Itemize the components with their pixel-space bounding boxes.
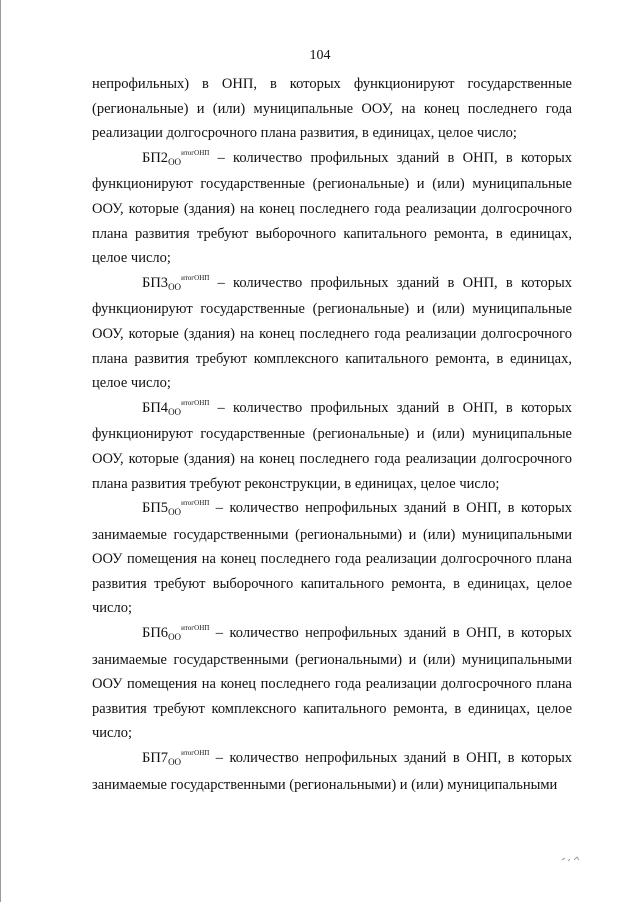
definition-text: – количество непрофильных зданий в ОНП, в которых занимаемые государственными (региональными) и (или) муниципальными ООУ помещения на конец последнего года реализации долгосрочного плана развития требуют выборочного капитального ремонта, в единицах, целое число; bbox=[92, 500, 572, 617]
term-superscript: итогОНП bbox=[181, 398, 210, 407]
term-symbol bbox=[142, 400, 209, 416]
term-superscript: итогОНП bbox=[181, 148, 210, 157]
definition-text: – количество профильных зданий в ОНП, в которых функционируют государственные (региональные) и (или) муниципальные ООУ, которые (здания) на конец последнего года реализации долгосрочного плана развития требуют комплексного капитального ремонта, в единицах, целое число; bbox=[92, 274, 572, 392]
term-symbol bbox=[142, 500, 209, 516]
term-subscript: ОО bbox=[168, 406, 182, 417]
term-subscript: ОО bbox=[168, 507, 182, 518]
term-base: БП5 bbox=[142, 500, 169, 517]
term-superscript: итогОНП bbox=[181, 749, 210, 758]
document-body bbox=[92, 72, 572, 797]
definition-bp3 bbox=[92, 271, 572, 396]
definition-text: – количество профильных зданий в ОНП, в которых функционируют государственные (региональные) и (или) муниципальные ООУ, которые (здания) на конец последнего года реализации долгосрочного плана развития требуют выборочного капитального ремонта, в единицах, целое число; bbox=[92, 149, 572, 267]
page-number: 104 bbox=[309, 48, 331, 63]
definition-text: – количество профильных зданий в ОНП, в которых функционируют государственные (региональные) и (или) муниципальные ООУ, которые (здания) на конец последнего года реализации долгосрочного плана развития требуют реконструкции, в единицах, целое число; bbox=[92, 399, 572, 492]
term-subscript: ОО bbox=[168, 757, 182, 768]
term-base: БП6 bbox=[142, 625, 169, 642]
term-superscript: итогОНП bbox=[181, 624, 210, 633]
term-symbol bbox=[142, 625, 209, 641]
definition-bp7 bbox=[92, 746, 572, 797]
term-base: БП3 bbox=[142, 274, 169, 291]
definition-bp6 bbox=[92, 621, 572, 746]
term-subscript: ОО bbox=[168, 632, 182, 643]
definition-text: – количество непрофильных зданий в ОНП, в которых занимаемые государственными (региональными) и (или) муниципальными ООУ помещения на конец последнего года реализации долгосрочного плана развития требуют комплексного капитального ремонта, в единицах, целое число; bbox=[92, 625, 572, 742]
term-symbol bbox=[142, 150, 209, 166]
scan-artifact-mark bbox=[560, 854, 582, 864]
definition-bp5 bbox=[92, 496, 572, 621]
term-base: БП7 bbox=[142, 750, 169, 767]
definition-text: – количество непрофильных зданий в ОНП, в которых занимаемые государственными (региональными) и (или) муниципальными bbox=[92, 750, 572, 793]
term-base: БП4 bbox=[142, 399, 169, 416]
term-subscript: ОО bbox=[168, 281, 182, 292]
term-subscript: ОО bbox=[168, 156, 182, 167]
term-symbol bbox=[142, 275, 209, 291]
term-symbol bbox=[142, 750, 209, 766]
term-superscript: итогОНП bbox=[181, 273, 210, 282]
definition-bp2 bbox=[92, 146, 572, 271]
term-superscript: итогОНП bbox=[181, 499, 210, 508]
definition-bp4 bbox=[92, 396, 572, 496]
continuation-paragraph: непрофильных) в ОНП, в которых функционируют государственные (региональные) и (или) муниципальные ООУ, на конец последнего года реализации долгосрочного плана развития, в единицах, целое число; bbox=[92, 76, 572, 142]
term-base: БП2 bbox=[142, 149, 169, 166]
